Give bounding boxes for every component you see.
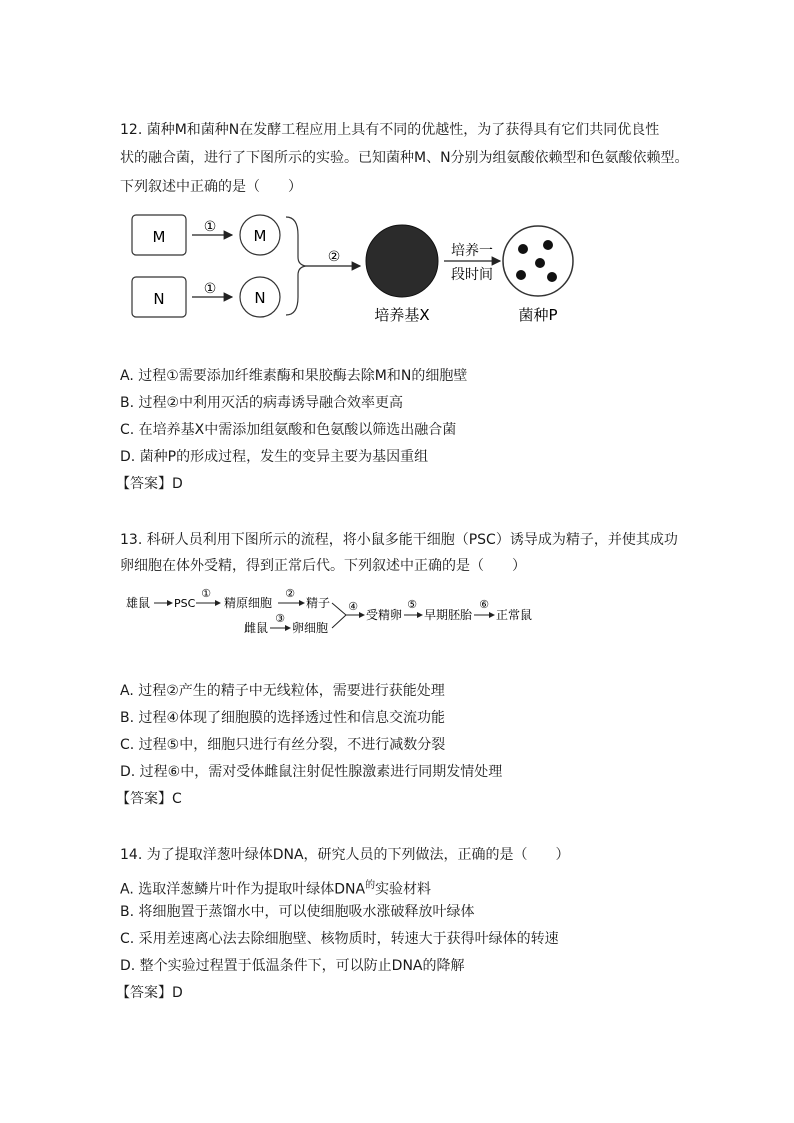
step4-label: ④ [348,600,358,613]
q12-option-b: B. 过程②中利用灭活的病毒诱导融合效率更高 [120,395,404,411]
q13-option-a: A. 过程②产生的精子中无线粒体，需要进行获能处理 [120,683,445,699]
culture-label-2: 段时间 [451,267,493,283]
q13-option-d: D. 过程⑥中，需对受体雌鼠注射促性腺激素进行同期发情处理 [120,764,503,780]
step3-label: ③ [275,612,285,625]
medium-x-label: 培养基X [374,306,430,324]
step1-m-label: ① [203,219,217,235]
normal-mouse-label: 正常鼠 [496,608,533,622]
colony [516,270,526,280]
q12-option-d: D. 菌种P的形成过程，发生的变异主要为基因重组 [120,449,429,465]
q14-option-b: B. 将细胞置于蒸馏水中，可以使细胞吸水涨破释放叶绿体 [120,904,475,920]
circle-n-label: N [254,289,266,307]
q14-option-a-sup: 的 [365,880,376,891]
colony [518,244,528,254]
q13-flow-diagram [120,584,550,644]
q14-option-c: C. 采用差速离心法去除细胞壁、核物质时，转速大于获得叶绿体的转速 [120,931,559,947]
q14-option-a-tail: 实验材料 [375,881,432,898]
q12-diagram [120,205,600,335]
q13-option-b: B. 过程④体现了细胞膜的选择透过性和信息交流功能 [120,710,446,726]
merge-lines [332,603,346,628]
colony [535,258,545,268]
step5-label: ⑤ [407,598,417,611]
embryo-label: 早期胚胎 [424,608,473,622]
q13-stem-line-1: 13. 科研人员利用下图所示的流程，将小鼠多能干细胞（PSC）诱导成为精子，并使其成功 [120,532,678,548]
strain-p-label: 菌种P [518,306,558,324]
medium-x-dish [366,225,438,297]
zygote-label: 受精卵 [366,608,403,622]
step2-label: ② [285,587,295,600]
box-m-label: M [152,228,166,246]
step2-label: ② [327,249,341,265]
egg-label: 卵细胞 [292,621,329,635]
q12-stem-line-1: 12. 菌种M和菌种N在发酵工程应用上具有不同的优越性，为了获得具有它们共同优良性 [120,122,660,138]
merge-brace [286,217,306,315]
q14-option-a [120,876,431,900]
step1-label: ① [201,587,211,600]
female-mouse-label: 雌鼠 [244,621,269,635]
q12-stem-line-2: 状的融合菌，进行了下图所示的实验。已知菌种M、N分别为组氨酸依赖型和色氨酸依赖型。 [120,150,689,166]
q14-option-d: D. 整个实验过程置于低温条件下，可以防止DNA的降解 [120,958,465,974]
q13-answer: 【答案】C [116,791,182,807]
q14-stem: 14. 为了提取洋葱叶绿体DNA，研究人员的下列做法，正确的是（ ） [120,847,570,863]
q14-answer: 【答案】D [116,985,183,1001]
culture-label-1: 培养一 [451,243,493,259]
q12-stem-line-3: 下列叙述中正确的是（ ） [120,179,302,195]
q12-answer: 【答案】D [116,476,183,492]
psc-label: PSC [174,597,196,610]
step6-label: ⑥ [479,598,489,611]
sperm-label: 精子 [306,596,331,610]
circle-m-label: M [253,227,267,245]
step1-n-label: ① [203,281,217,297]
q12-option-c: C. 在培养基X中需添加组氨酸和色氨酸以筛选出融合菌 [120,422,457,438]
q14-option-a-text: A. 选取洋葱鳞片叶作为提取叶绿体DNA [120,881,366,898]
q13-option-c: C. 过程⑤中，细胞只进行有丝分裂，不进行减数分裂 [120,737,446,753]
colony [547,272,557,282]
q13-stem-line-2: 卵细胞在体外受精，得到正常后代。下列叙述中正确的是（ ） [120,558,526,574]
q12-option-a: A. 过程①需要添加纤维素酶和果胶酶去除M和N的细胞壁 [120,368,468,384]
box-n-label: N [153,290,165,308]
spermatogonia-label: 精原细胞 [224,596,273,610]
male-mouse-label: 雄鼠 [126,596,151,610]
colony [543,240,553,250]
